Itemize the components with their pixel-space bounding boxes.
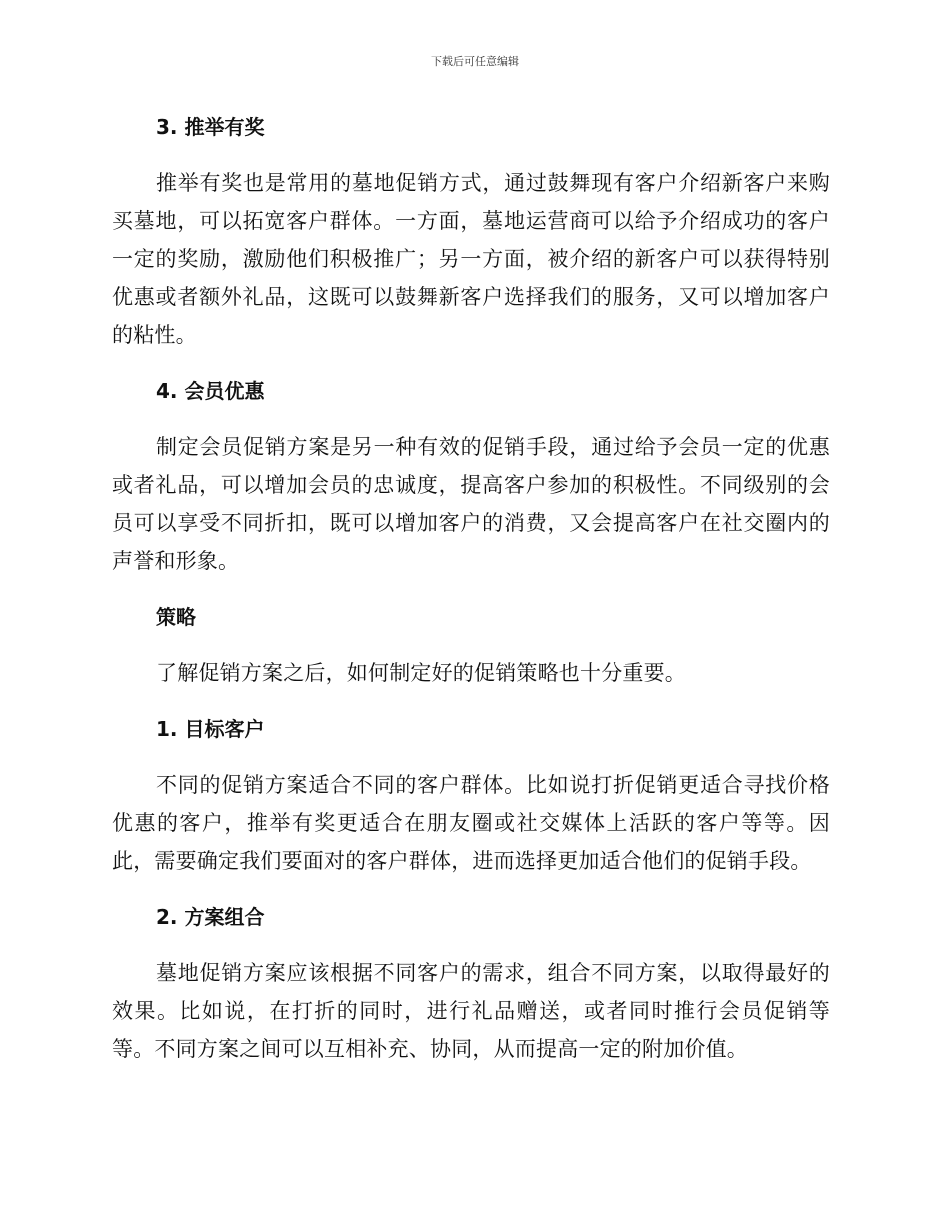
section-body-membership: 制定会员促销方案是另一种有效的促销手段，通过给予会员一定的优惠或者礼品，可以增加会员的忠诚度，提高客户参加的积极性。不同级别的会员可以享受不同折扣，既可以增加客户的消费，又会提高客户在社交圈内的声誉和形象。 (112, 435, 830, 573)
section-body-referral: 推举有奖也是常用的墓地促销方式，通过鼓舞现有客户介绍新客户来购买墓地，可以拓宽客户群体。一方面，墓地运营商可以给予介绍成功的客户一定的奖励，激励他们积极推广；另一方面，被介绍的新客户可以获得特别优惠或者额外礼品，这既可以鼓舞新客户选择我们的服务，又可以增加客户的粘性。 (112, 171, 830, 347)
section-heading-membership: 4. 会员优惠 (156, 379, 265, 403)
document-body (112, 108, 830, 1068)
page-header: 下载后可任意编辑 (431, 55, 519, 68)
section-body-target-customers: 不同的促销方案适合不同的客户群体。比如说打折促销更适合寻找价格优惠的客户，推举有奖更适合在朋友圈或社交媒体上活跃的客户等等。因此，需要确定我们要面对的客户群体，进而选择更加适合他们的促销手段。 (112, 773, 830, 873)
section-body-plan-combination: 墓地促销方案应该根据不同客户的需求，组合不同方案，以取得最好的效果。比如说，在打折的同时，进行礼品赠送，或者同时推行会员促销等等。不同方案之间可以互相补充、协同，从而提高一定的附加价值。 (112, 961, 830, 1061)
section-heading-target-customers: 1. 目标客户 (156, 717, 265, 741)
section-body-strategy: 了解促销方案之后，如何制定好的促销策略也十分重要。 (156, 661, 686, 685)
section-heading-strategy: 策略 (156, 605, 196, 629)
section-heading-plan-combination: 2. 方案组合 (156, 905, 265, 929)
section-heading-referral: 3. 推举有奖 (156, 115, 265, 139)
